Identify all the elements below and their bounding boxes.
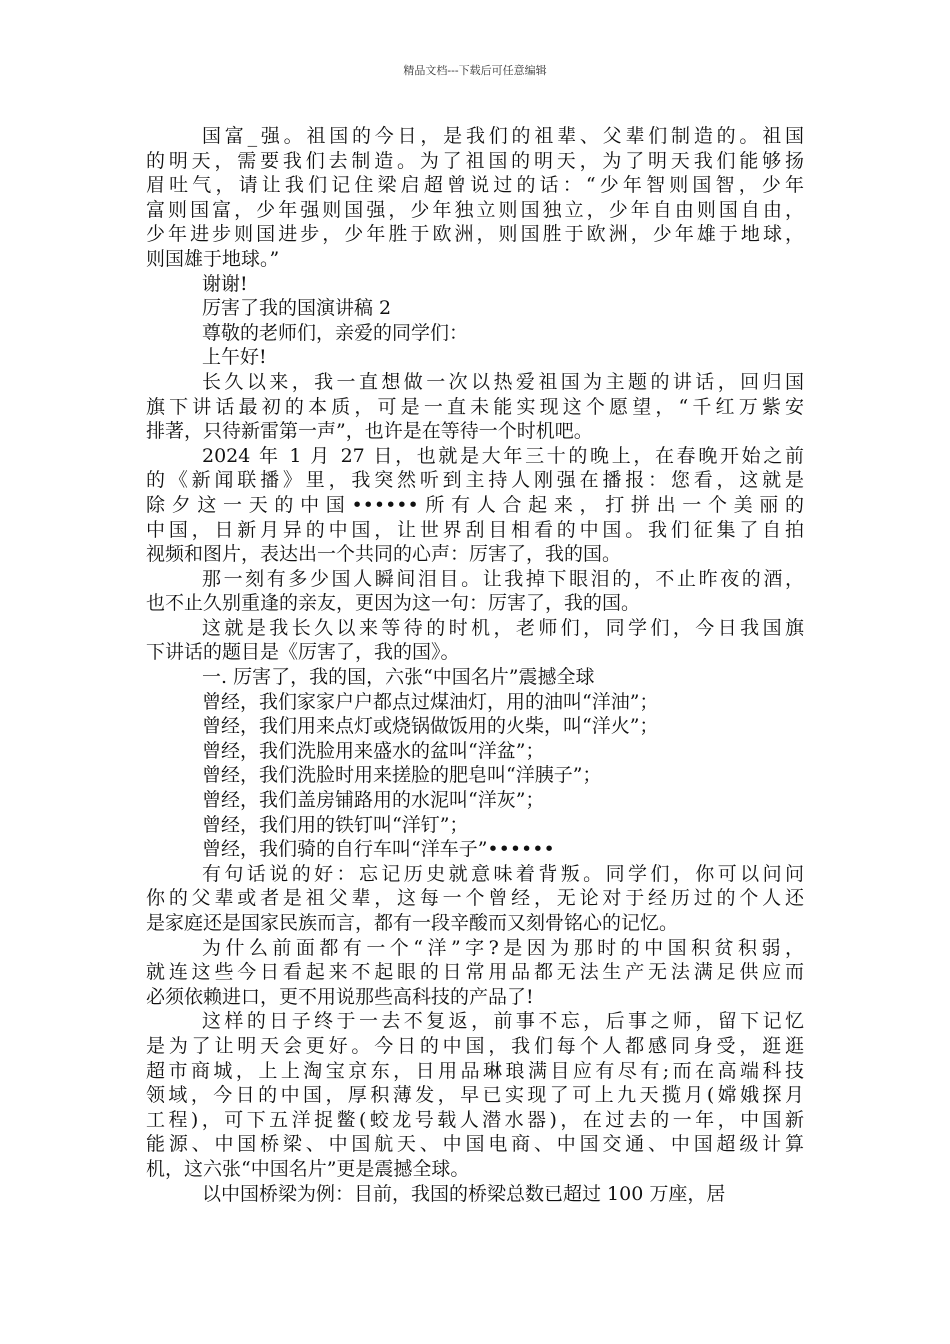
body-text-line: 为什么前面都有一个“洋”字?是因为那时的中国积贫积弱， [202,936,804,959]
body-text-line: 厉害了我的国演讲稿 2 [202,297,392,320]
body-text-line: 曾经，我们家家户户都点过煤油灯，用的油叫“洋油”； [202,690,659,713]
body-text-line: 上午好! [202,346,267,369]
body-text-line: 则国雄于地球。” [146,247,280,270]
body-text-line: 眉吐气，请让我们记住梁启超曾说过的话：“少年智则国智，少年 [146,174,804,197]
body-text-line: 是家庭还是国家民族而言，都有一段辛酸而又刻骨铭心的记忆。 [146,912,679,934]
body-text-line: 这样的日子终于一去不复返，前事不忘，后事之师，留下记忆 [202,1010,804,1033]
body-text-line: 长久以来，我一直想做一次以热爱祖国为主题的讲话，回归国 [202,370,804,393]
body-text-line: 的明天，需要我们去制造。为了祖国的明天，为了明天我们能够扬 [146,149,804,172]
document-body [146,124,804,1206]
body-text-line: 曾经，我们盖房铺路用的水泥叫“洋灰”； [202,789,545,812]
body-text-line: 曾经，我们用来点灯或烧锅做饭用的火柴，叫“洋火”； [202,715,659,738]
body-text-line: 曾经，我们洗脸用来盛水的盆叫“洋盆”； [202,739,545,762]
body-text-line: 必须依赖进口，更不用说那些高科技的产品了! [146,985,534,1008]
body-text-line: 视频和图片，表达出一个共同的心声：厉害了，我的国。 [146,543,622,566]
body-text-line: 旗下讲话最初的本质，可是一直未能实现这个愿望，“千红万紫安 [146,395,804,418]
body-text-line: 的《新闻联播》里，我突然听到主持人刚强在播报：您看，这就是 [146,469,804,492]
body-text-line: 曾经，我们骑的自行车叫“洋车子”•••••• [202,838,555,861]
body-text-line: 以中国桥梁为例：目前，我国的桥梁总数已超过 100 万座，居 [202,1182,726,1205]
body-text-line: 富则国富，少年强则国强，少年独立则国独立，少年自由则国自由， [146,198,804,221]
body-text-line: 领域，今日的中国，厚积薄发，早已实现了可上九天揽月(嫦娥探月 [146,1084,804,1107]
body-text-line: 排著，只待新雷第一声”，也许是在等待一个时机吧。 [146,420,593,443]
body-text-line: 那一刻有多少国人瞬间泪目。让我掉下眼泪的，不止昨夜的酒， [202,567,804,590]
body-text-line: 少年进步则国进步，少年胜于欧洲，则国胜于欧洲，少年雄于地球， [146,223,804,246]
body-text-line: 曾经，我们用的铁钉叫“洋钉”； [202,813,469,836]
body-text-line: 你的父辈或者是祖父辈，这每一个曾经，无论对于经历过的个人还 [146,887,804,910]
body-text-line: 国富_强。祖国的今日，是我们的祖辈、父辈们制造的。祖国 [202,125,804,147]
body-text-line: 机，这六张“中国名片”更是震撼全球。 [146,1157,470,1180]
body-text-line: 谢谢! [202,272,248,295]
body-text-line: 也不止久别重逢的亲友，更因为这一句：厉害了，我的国。 [146,592,641,615]
body-text-line: 能源、中国桥梁、中国航天、中国电商、中国交通、中国超级计算 [146,1133,804,1156]
body-text-line: 就连这些今日看起来不起眼的日常用品都无法生产无法满足供应而 [146,961,804,984]
body-text-line: 尊敬的老师们，亲爱的同学们： [202,321,469,344]
page-header: 精品文档---下载后可任意编辑 [403,64,547,77]
body-text-line: 有句话说的好：忘记历史就意味着背叛。同学们，你可以问问 [202,862,804,885]
body-text-line: 下讲话的题目是《厉害了，我的国》。 [146,641,460,664]
body-text-line: 一. 厉害了，我的国，六张“中国名片”震撼全球 [202,666,595,689]
body-text-line: 超市商城，上上淘宝京东，日用品琳琅满目应有尽有;而在高端科技 [146,1059,804,1082]
body-text-line: 2024 年 1 月 27 日，也就是大年三十的晚上，在春晚开始之前 [202,444,804,467]
body-text-line: 这就是我长久以来等待的时机，老师们，同学们，今日我国旗 [202,616,804,639]
body-text-line: 工程)，可下五洋捉鳖(蛟龙号载人潜水器)，在过去的一年，中国新 [146,1108,804,1131]
body-text-line: 曾经，我们洗脸时用来搓脸的肥皂叫“洋胰子”； [202,764,602,787]
body-text-line: 是为了让明天会更好。今日的中国，我们每个人都感同身受，逛逛 [146,1034,804,1057]
body-text-line: 除夕这一天的中国••••••所有人合起来，打拼出一个美丽的 [146,493,804,516]
body-text-line: 中国，日新月异的中国，让世界刮目相看的中国。我们征集了自拍 [146,518,804,541]
